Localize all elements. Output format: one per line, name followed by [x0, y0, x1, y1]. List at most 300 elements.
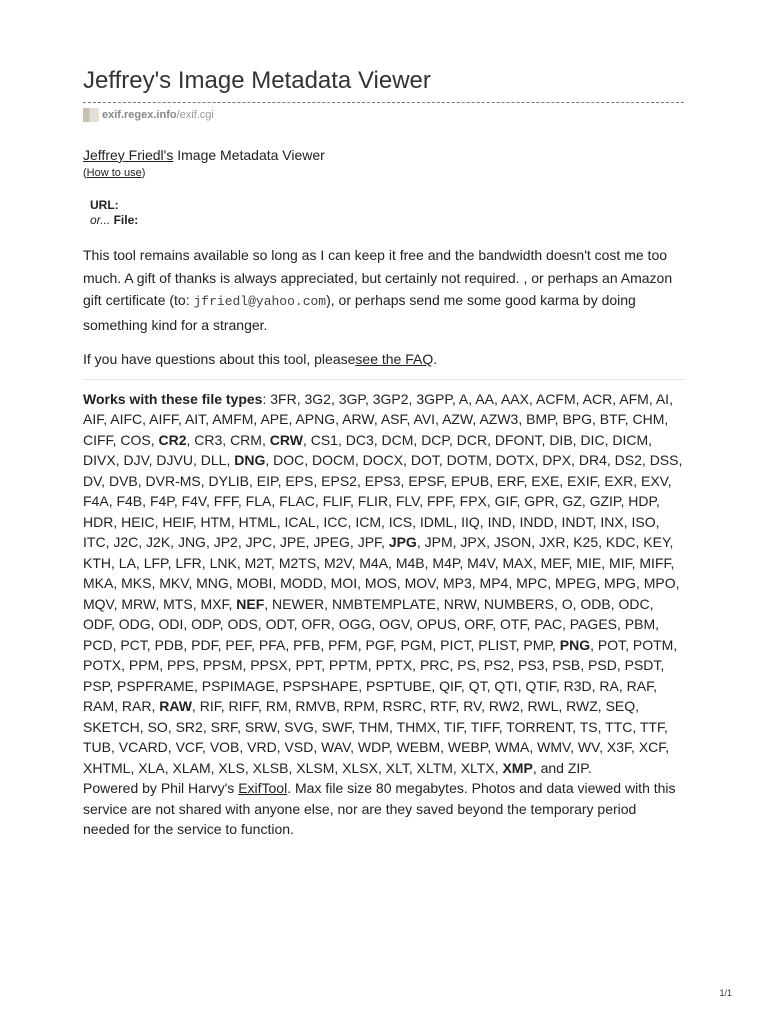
file-type: PS2: [483, 657, 511, 673]
how-to-use-link[interactable]: How to use: [86, 167, 142, 179]
file-type: HTM: [200, 513, 231, 530]
file-type: JXR: [538, 534, 566, 550]
file-type: MPO: [643, 575, 676, 591]
file-type: NMBTEMPLATE: [331, 595, 436, 612]
file-type: XLA: [138, 759, 165, 776]
file-type: PGM: [400, 636, 433, 653]
file-type: FLIF: [322, 493, 350, 509]
file-type: WAV: [321, 739, 351, 755]
file-type: APE: [260, 411, 289, 427]
file-type: JPC: [245, 534, 273, 550]
file-type: A: [458, 390, 469, 407]
file-type: J2C: [113, 534, 139, 550]
file-type: CRW: [269, 431, 303, 448]
file-type: VOB: [209, 739, 240, 755]
file-type: VCARD: [118, 739, 168, 755]
file-type: RIFF: [228, 698, 259, 714]
file-type: BPG: [562, 411, 593, 427]
file-type: PCT: [120, 636, 147, 653]
file-type: FPX: [459, 493, 487, 509]
file-types-label: Works with these file types: [83, 390, 263, 407]
upload-form: [90, 198, 684, 228]
file-type: PAC: [534, 616, 563, 632]
file-type: PBM: [624, 616, 656, 632]
file-type: PSPFRAME: [117, 677, 195, 694]
file-type: PFA: [258, 636, 286, 653]
file-type: MTS: [163, 595, 193, 612]
file-type: J2K: [146, 534, 171, 550]
file-type: PPSX: [250, 657, 288, 673]
file-type: 3G2: [304, 390, 331, 407]
file-type: XLTX: [460, 759, 495, 776]
file-type: FFF: [213, 493, 238, 509]
file-type: M4P: [432, 554, 460, 571]
file-type: WDP: [357, 739, 389, 755]
file-type: PLIST: [478, 636, 516, 653]
file-type: DIC: [580, 431, 605, 448]
file-type: PSPSHAPE: [282, 677, 359, 694]
file-type: HDP: [628, 493, 657, 509]
file-type: SEQ: [605, 698, 636, 714]
file-type: TIF: [443, 718, 464, 735]
file-type: XLT: [385, 759, 409, 776]
horizontal-rule: [83, 379, 684, 380]
file-type: PEF: [225, 636, 252, 653]
file-type: JPF: [357, 534, 382, 550]
source-domain: exif.regex.info: [102, 109, 177, 121]
faq-text: If you have questions about this tool, please: [83, 351, 356, 367]
donation-text-end: ), or perhaps send me some good karma by doing something kind for a stranger.: [83, 292, 636, 333]
file-type: MKS: [121, 575, 152, 591]
file-type: QIF: [439, 677, 461, 694]
file-type: THM: [358, 718, 390, 735]
file-type: PSPTUBE: [365, 677, 432, 694]
file-type: 3GP: [338, 390, 365, 407]
file-type: RAR: [121, 698, 152, 714]
file-type: PPS: [167, 657, 196, 673]
file-type: ASF: [380, 411, 407, 427]
file-type: JSON: [493, 534, 532, 550]
url-label: URL:: [90, 198, 119, 212]
page-number: 1/1: [719, 988, 732, 998]
file-type: RPM: [343, 698, 375, 714]
file-type: F4V: [181, 493, 206, 509]
file-type: ODB: [580, 595, 611, 612]
file-type: TIFF: [470, 718, 499, 735]
file-type: EXV: [641, 472, 668, 489]
file-type: RWZ: [566, 698, 598, 714]
file-type: RW2: [488, 698, 520, 714]
file-type: M4A: [359, 554, 389, 571]
file-type: MPG: [604, 575, 636, 591]
file-type: FLA: [245, 493, 272, 509]
file-type: RMVB: [295, 698, 336, 714]
file-type: MAX: [502, 554, 533, 571]
file-type: WEBP: [447, 739, 488, 755]
file-type: DOCM: [312, 452, 355, 468]
file-type: VRD: [247, 739, 277, 755]
file-type: AFM: [619, 390, 649, 407]
file-type: COS: [120, 431, 151, 448]
file-type: DFONT: [494, 431, 542, 448]
file-type: OFR: [301, 616, 331, 632]
file-type: DICM: [612, 431, 649, 448]
exiftool-link[interactable]: ExifTool: [238, 780, 288, 796]
or-label: or...: [90, 213, 111, 227]
file-type: AIFC: [110, 411, 143, 427]
page-content: [83, 66, 684, 840]
file-type: JPG: [388, 534, 417, 550]
file-type: DOT: [410, 452, 439, 468]
file-type: DYLIB: [208, 472, 250, 489]
file-type: EPS: [285, 472, 314, 489]
file-type: RAW: [159, 698, 192, 714]
powered-text-end: . Max file size 80 megabytes. Photos and data viewed with this service are not shared with anyone else, nor are they saved beyond the temporary period needed for the service to function.: [83, 780, 676, 837]
file-type: BMP: [526, 411, 555, 427]
file-type: JPE: [279, 534, 306, 550]
file-type: TUB: [83, 739, 111, 755]
file-type: ACR: [582, 390, 613, 407]
file-type: LA: [118, 554, 136, 571]
file-type: PSPIMAGE: [201, 677, 275, 694]
file-type: VSD: [284, 739, 314, 755]
file-type: R3D: [563, 677, 592, 694]
file-type: SKETCH: [83, 718, 140, 735]
file-type: PPM: [128, 657, 160, 673]
file-type: MIE: [576, 554, 602, 571]
file-type: PFB: [293, 636, 321, 653]
file-type: DIVX: [83, 452, 116, 468]
file-types-and: and: [540, 759, 568, 776]
file-type: INDD: [519, 513, 554, 530]
file-type: ODP: [191, 616, 220, 632]
file-type: PNG: [559, 636, 591, 653]
file-type: DC3: [345, 431, 374, 448]
file-type: CS1: [310, 431, 338, 448]
file-type: SVG: [284, 718, 314, 735]
faq-link[interactable]: see the FAQ: [355, 351, 434, 367]
file-type: SRW: [244, 718, 277, 735]
file-type: PPTX: [375, 657, 413, 673]
file-type: HEIF: [162, 513, 193, 530]
file-type: RAF: [626, 677, 654, 694]
file-type: PPTM: [328, 657, 368, 673]
file-type: 3FR: [270, 390, 297, 407]
file-type: POT: [597, 636, 626, 653]
file-type: CRM: [230, 431, 262, 448]
file-type: CIFF: [83, 431, 113, 448]
how-to-use: [83, 166, 684, 180]
file-type: ISO: [631, 513, 656, 530]
file-type: F4B: [116, 493, 143, 509]
file-type: MPEG: [555, 575, 597, 591]
powered-by-paragraph: [83, 778, 684, 840]
file-type: HEIC: [121, 513, 155, 530]
file-type: RWL: [527, 698, 559, 714]
file-type: PRC: [419, 657, 450, 673]
file-type: GZIP: [589, 493, 621, 509]
file-type: CHM: [632, 411, 665, 427]
file-type: SR2: [175, 718, 203, 735]
file-type: KEY: [643, 534, 670, 550]
file-type: OTF: [500, 616, 527, 632]
dashed-divider: [83, 102, 684, 103]
file-type: AZW: [442, 411, 473, 427]
file-type: MKV: [159, 575, 189, 591]
file-type: EXR: [604, 472, 634, 489]
file-type: NRW: [443, 595, 477, 612]
donation-text: This tool remains available so long as I can keep it free and the bandwidth doesn't cost me too much. A gift of thanks is always appreciated, but certainly not required. , or perhaps an Amazon gift certificate (to:: [83, 247, 673, 308]
file-type: DCP: [421, 431, 449, 448]
file-type: MIF: [609, 554, 632, 571]
file-type: ODS: [227, 616, 258, 632]
source-path: /exif.cgi: [176, 109, 214, 121]
file-type: JPX: [460, 534, 487, 550]
file-type: ERF: [497, 472, 524, 489]
file-type: IND: [487, 513, 512, 530]
file-type: AA: [475, 390, 494, 407]
file-type: MOV: [404, 575, 436, 591]
file-type: JPEG: [313, 534, 350, 550]
file-type: TS: [579, 718, 598, 735]
file-type: EIP: [256, 472, 278, 489]
file-type: M2T: [244, 554, 272, 571]
donation-paragraph: [83, 244, 684, 336]
page-title: Jeffrey's Image Metadata Viewer: [83, 67, 431, 94]
file-type: ODT: [265, 616, 294, 632]
file-type: KTH: [83, 554, 111, 571]
file-type: MOS: [364, 575, 397, 591]
file-type: PS3: [518, 657, 545, 673]
file-type: ITC: [83, 534, 106, 550]
file-type: OGV: [379, 616, 409, 632]
file-type: QTI: [494, 677, 518, 694]
file-type: NEF: [236, 595, 265, 612]
file-type: F4A: [83, 493, 109, 509]
file-type: XHTML: [83, 759, 131, 776]
faq-end: .: [433, 351, 438, 367]
file-type: MOBI: [236, 575, 273, 591]
file-type: DSS: [649, 452, 679, 468]
file-type: EXIF: [567, 472, 597, 489]
file-type: DCR: [456, 431, 488, 448]
file-type: EXE: [531, 472, 560, 489]
file-type: AMFM: [212, 411, 254, 427]
file-type: IDML: [419, 513, 454, 530]
file-type: RTF: [429, 698, 456, 714]
file-type: HDR: [83, 513, 114, 530]
file-type: GZ: [562, 493, 582, 509]
file-type: EPS2: [321, 472, 357, 489]
file-type: PAGES: [569, 616, 617, 632]
file-type: 3GP2: [372, 390, 409, 407]
file-type: SRF: [210, 718, 238, 735]
file-type: TTC: [605, 718, 633, 735]
file-type: FLAC: [279, 493, 315, 509]
file-type: PSDT: [624, 657, 661, 673]
file-type: SO: [147, 718, 168, 735]
file-type: DVB: [108, 472, 138, 489]
file-type: DVR-MS: [145, 472, 201, 489]
file-type: INDT: [561, 513, 593, 530]
file-types-list: [83, 389, 684, 779]
file-type: ICS: [388, 513, 413, 530]
file-type: XLSB: [252, 759, 289, 776]
file-type: ODF: [83, 616, 111, 632]
file-type: GPR: [524, 493, 555, 509]
file-type: POTX: [83, 657, 122, 673]
file-type: INX: [600, 513, 624, 530]
file-type: F4P: [149, 493, 174, 509]
file-type: PFM: [328, 636, 358, 653]
file-type: WEBM: [396, 739, 441, 755]
file-type: PCD: [83, 636, 113, 653]
file-type: RAM: [83, 698, 115, 714]
file-type: XLTM: [416, 759, 453, 776]
file-type: ICM: [355, 513, 381, 530]
file-type: OGG: [338, 616, 372, 632]
file-type: AIF: [83, 411, 104, 427]
file-type: TTF: [639, 718, 664, 735]
file-type: PSB: [552, 657, 581, 673]
file-type: CR2: [158, 431, 187, 448]
file-type: IIQ: [461, 513, 480, 530]
file-type: AI: [655, 390, 670, 407]
file-type: MKA: [83, 575, 114, 591]
file-type: ODI: [158, 616, 184, 632]
file-type: EPS3: [364, 472, 401, 489]
file-type: PSD: [588, 657, 617, 673]
file-type: ODC: [618, 595, 650, 612]
site-title-text: Image Metadata Viewer: [173, 147, 325, 163]
file-type: JNG: [177, 534, 206, 550]
file-type: AAX: [500, 390, 529, 407]
file-type: AIT: [184, 411, 206, 427]
file-type: ACFM: [535, 390, 576, 407]
file-type: XMP: [502, 759, 533, 776]
file-type: RIF: [199, 698, 221, 714]
file-type: XLAM: [172, 759, 211, 776]
file-types-colon: :: [262, 390, 271, 407]
file-type: MQV: [83, 595, 114, 612]
file-type: EPSF: [408, 472, 444, 489]
file-type: RV: [463, 698, 482, 714]
file-type: LNK: [209, 554, 237, 571]
file-type: WV: [577, 739, 600, 755]
file-type: PPSM: [202, 657, 243, 673]
file-type: DJVU: [156, 452, 193, 468]
file-type: DLL: [200, 452, 227, 468]
file-type: MPC: [516, 575, 548, 591]
file-type: DOCX: [362, 452, 404, 468]
file-type: POTM: [632, 636, 674, 653]
file-type: PMP: [523, 636, 552, 653]
file-type: FPF: [426, 493, 452, 509]
file-type: JPM: [424, 534, 453, 550]
file-type: WMA: [495, 739, 530, 755]
file-type: QTIF: [525, 677, 556, 694]
file-type: ICAL: [284, 513, 316, 530]
file-type: MIFF: [639, 554, 671, 571]
paren-close: ): [141, 167, 146, 179]
file-type: AIFF: [149, 411, 178, 427]
file-type: M2TS: [278, 554, 317, 571]
file-type: NEWER: [272, 595, 325, 612]
file-type: DR4: [578, 452, 607, 468]
file-type: DOC: [273, 452, 305, 468]
file-type: MP3: [442, 575, 472, 591]
file-type: VCF: [175, 739, 203, 755]
file-type: DOTX: [495, 452, 535, 468]
file-type: LFP: [143, 554, 168, 571]
file-type: PPT: [295, 657, 322, 673]
file-type: RSRC: [382, 698, 423, 714]
file-type: K25: [573, 534, 599, 550]
author-link[interactable]: Jeffrey Friedl's: [83, 147, 174, 163]
file-type: M4V: [467, 554, 495, 571]
file-type: XCF: [638, 739, 666, 755]
file-type: GIF: [494, 493, 517, 509]
file-label: File:: [113, 213, 139, 227]
file-type: BTF: [599, 411, 625, 427]
file-type: 3GPP: [416, 390, 452, 407]
file-type: DIB: [549, 431, 573, 448]
file-type: QT: [468, 677, 487, 694]
file-type: FLV: [395, 493, 420, 509]
file-type: DNG: [234, 452, 266, 468]
file-type: XLSX: [342, 759, 378, 776]
file-type: AVI: [413, 411, 436, 427]
email-address: jfriedl@yahoo.com: [193, 294, 327, 309]
file-type: NUMBERS: [483, 595, 554, 612]
file-type: PDB: [154, 636, 184, 653]
file-type: PICT: [440, 636, 471, 653]
file-type: RM: [265, 698, 288, 714]
file-type: DPX: [542, 452, 572, 468]
file-type: MNG: [196, 575, 229, 591]
file-type: AZW3: [479, 411, 519, 427]
file-types-values: 3FR, 3G2, 3GP, 3GP2, 3GPP, A, AA, AAX, ACFM, ACR, AFM, AI, AIF, AIFC, AIFF, AIT, AMFM, APE, APNG, ARW, ASF, AVI, AZW, AZW3, BMP, BPG, BTF, CHM, CIFF, COS, CR2, CR3, CRM, CRW, CS1, DC3, DCM, DCP, DCR, DFONT, DIB, DIC, DICM, DIVX, DJV, DJVU, DLL, DNG, DOC, DOCM, DOCX, DOT, DOTM, DOTX, DPX, DR4, DS2, DSS, DV, DVB, DVR-MS, DYLIB, EIP, EPS, EPS2, EPS3, EPSF, EPUB, ERF, EXE, EXIF, EXR, EXV, F4A, F4B, F4P, F4V, FFF, FLA, FLAC, FLIF, FLIR, FLV, FPF, FPX, GIF, GPR, GZ, GZIP, HDP, HDR, HEIC, HEIF, HTM, HTML, ICAL, ICC, ICM, ICS, IDML, IIQ, IND, INDD, INDT, INX, ISO, ITC, J2C, J2K, JNG, JP2, JPC, JPE, JPEG, JPF, JPG, JPM, JPX, JSON, JXR, K25, KDC, KEY, KTH, LA, LFP, LFR, LNK, M2T, M2TS, M2V, M4A, M4B, M4P, M4V, MAX, MEF, MIE, MIF, MIFF, MKA, MKS, MKV, MNG, MOBI, MODD, MOI, MOS, MOV, MP3, MP4, MPC, MPEG, MPG, MPO, MQV, MRW, MTS, MXF, NEF, NEWER, NMBTEMPLATE, NRW, NUMBERS, O, ODB, ODC, ODF, ODG, ODI, ODP, ODS, ODT, OFR, OGG, OGV, OPUS, ORF, OTF, PAC, PAGES, PBM, PCD, PCT, PDB, PDF, PEF, PFA, PFB, PFM, PGF, PGM, PICT, PLIST, PMP, PNG, POT, POTM, POTX, PPM, PPS, PPSM, PPSX, PPT, PPTM, PPTX, PRC, PS, PS2, PS3, PSB, PSD, PSDT, PSP, PSPFRAME, PSPIMAGE, PSPSHAPE, PSPTUBE, QIF, QT, QTI, QTIF, R3D, RA, RAF, RAM, RAR, RAW, RIF, RIFF, RM, RMVB, RPM, RSRC, RTF, RV, RW2, RWL, RWZ, SEQ, SKETCH, SO, SR2, SRF, SRW, SVG, SWF, THM, THMX, TIF, TIFF, TORRENT, TS, TTC, TTF, TUB, VCARD, VCF, VOB, VRD, VSD, WAV, WDP, WEBM, WEBP, WMA, WMV, WV, X3F, XCF, XHTML, XLA, XLAM, XLS, XLSB, XLSM, XLSX, XLT, XLTM, XLTX, XMP, and ZIP.: [83, 390, 683, 776]
file-type: MP4: [479, 575, 509, 591]
file-type: ORF: [464, 616, 493, 632]
file-type: ODG: [118, 616, 151, 632]
file-type: DOTM: [446, 452, 488, 468]
file-type: KDC: [605, 534, 636, 550]
file-type: PSP: [83, 677, 110, 694]
file-type: LFR: [175, 554, 202, 571]
file-type: PDF: [191, 636, 218, 653]
site-title: [83, 146, 684, 164]
file-type: DV: [83, 472, 102, 489]
file-type: DS2: [614, 452, 642, 468]
file-type: RA: [599, 677, 619, 694]
file-type: XLSM: [296, 759, 335, 776]
file-type: ARW: [342, 411, 374, 427]
source-url: [83, 108, 684, 122]
file-type: MEF: [540, 554, 569, 571]
file-type: ZIP: [567, 759, 588, 776]
file-type: EPUB: [451, 472, 490, 489]
file-type: HTML: [238, 513, 277, 530]
file-type: APNG: [295, 411, 336, 427]
file-type: OPUS: [416, 616, 457, 632]
file-type: WMV: [537, 739, 571, 755]
file-type: SWF: [321, 718, 352, 735]
file-type: ICC: [323, 513, 348, 530]
file-type: MODD: [280, 575, 323, 591]
paren-open: (: [83, 167, 87, 179]
file-type: MXF: [200, 595, 229, 612]
